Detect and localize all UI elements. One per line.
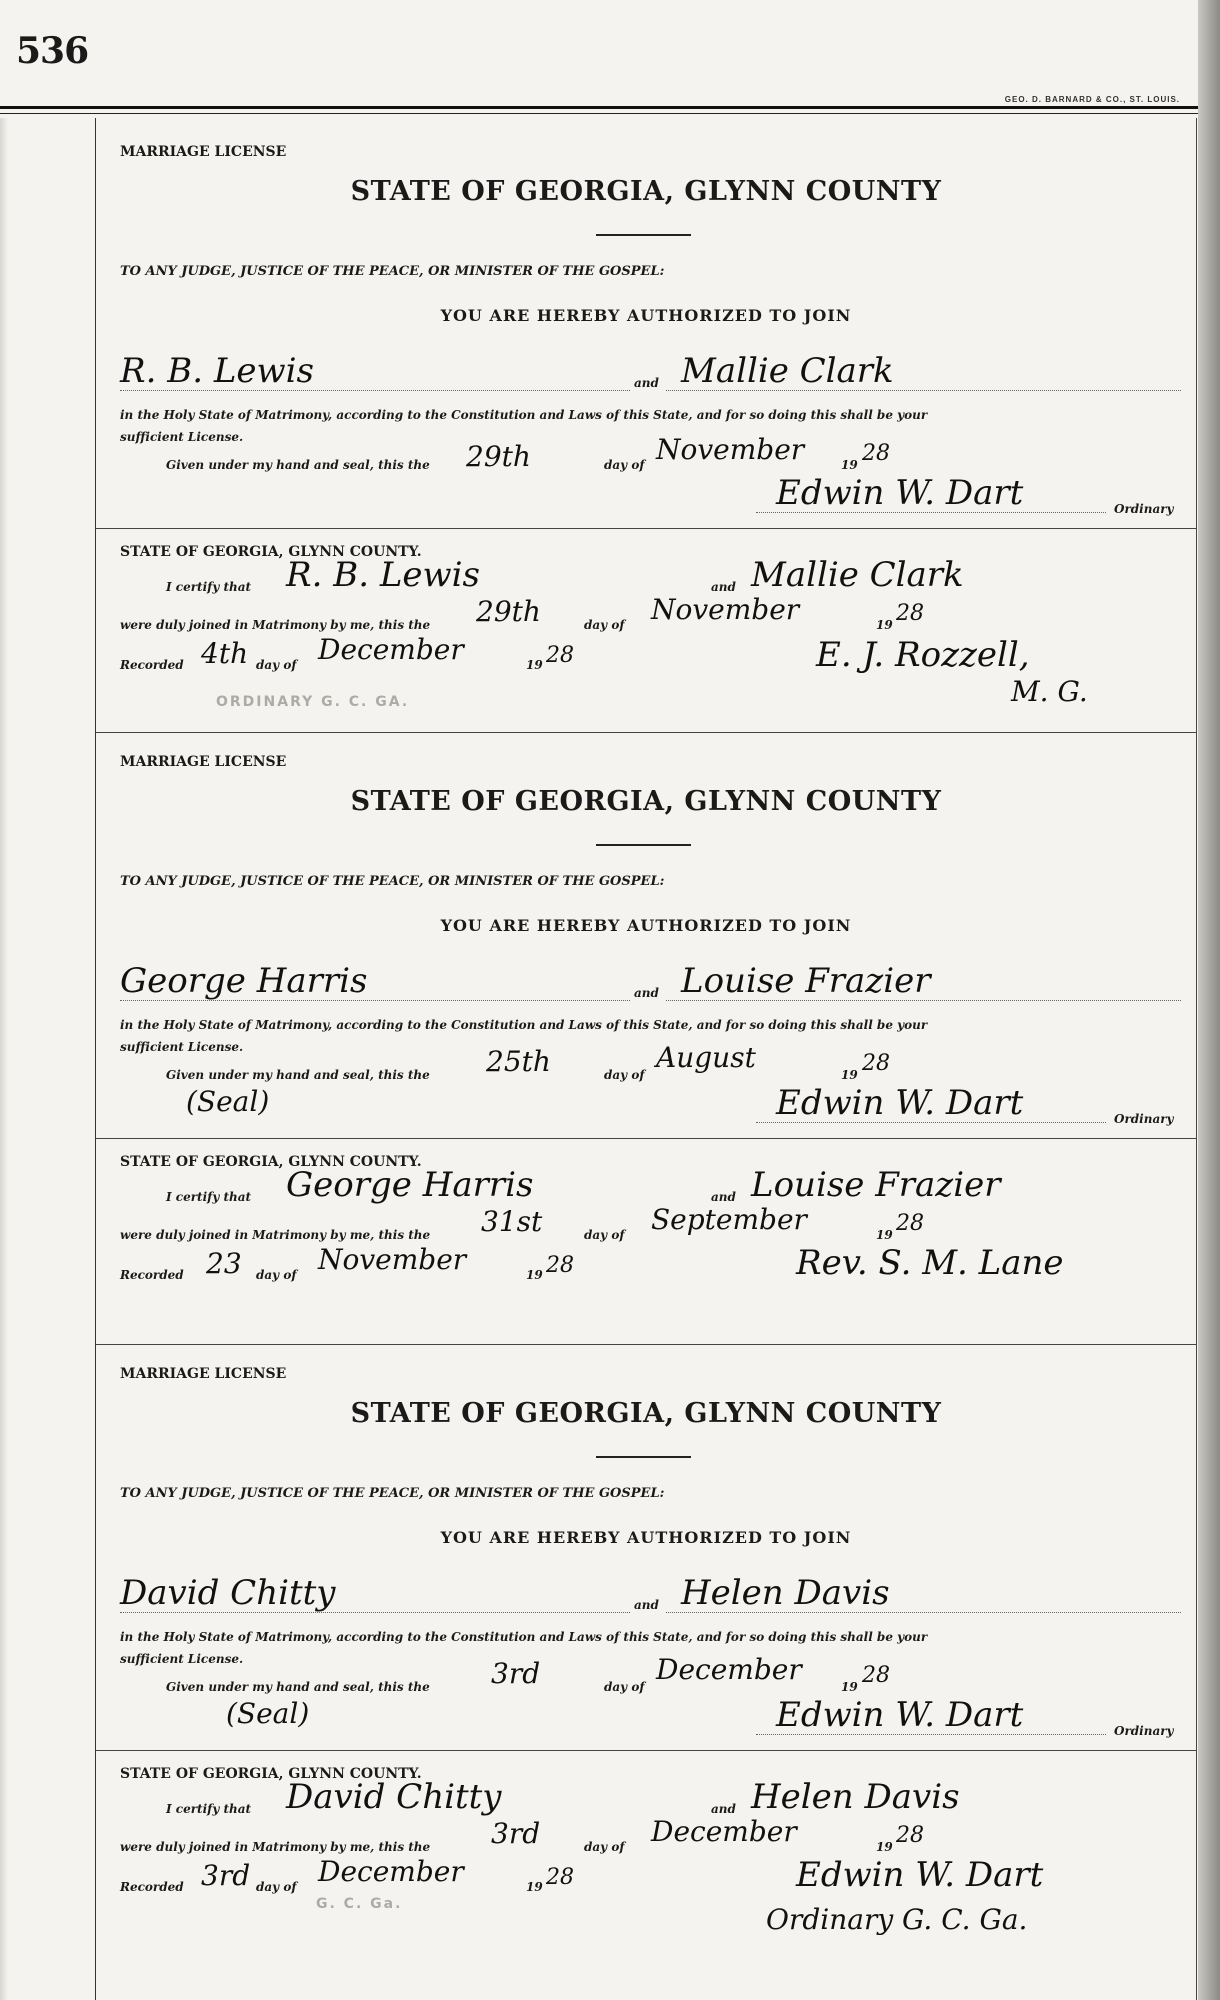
header-rule [0,106,1198,109]
year-prefix: 19 [876,1228,893,1242]
signature-line [756,512,1106,513]
title-rule [596,1456,691,1458]
license-day: 25th [486,1045,551,1078]
recorded-year: 28 [546,643,574,668]
year-prefix: 19 [841,458,858,472]
day-of-label: day of [604,1068,645,1082]
year-prefix: 19 [876,1840,893,1854]
bride-line [666,390,1181,391]
right-margin-line [1196,118,1197,2000]
ordinary-label: Ordinary [1114,1724,1174,1738]
faint-stamp: G. C. Ga. [316,1896,403,1912]
sufficient-text: sufficient License. [120,430,244,444]
bride-name: Louise Frazier [681,961,931,1001]
bride-name: Mallie Clark [681,351,894,391]
license-month: August [656,1041,756,1074]
printer-imprint: GEO. D. BARNARD & CO., ST. LOUIS. [1004,95,1180,104]
given-under-text: Given under my hand and seal, this the [166,1680,430,1694]
sufficient-text: sufficient License. [120,1652,244,1666]
groom-name: R. B. Lewis [120,351,314,391]
year-prefix: 19 [526,658,543,672]
year-prefix: 19 [876,618,893,632]
license-month: December [656,1653,802,1686]
cert-groom: George Harris [286,1165,534,1205]
license-year: 28 [862,441,890,466]
recorded-label: Recorded [120,1880,184,1894]
page-edge-shadow-left [0,118,8,2000]
holy-state-text: in the Holy State of Matrimony, according to the Constitution and Laws of this State, and for so doing this shall be your [120,408,928,422]
i-certify-label: I certify that [166,580,252,594]
married-month: September [651,1203,807,1236]
given-under-text: Given under my hand and seal, this the [166,458,430,472]
officiant-signature: E. J. Rozzell, [816,635,1030,675]
state-title: STATE OF GEORGIA, GLYNN COUNTY [350,176,942,207]
record-3 [96,1340,1196,1980]
duly-joined-text: were duly joined in Matrimony by me, this the [120,1840,431,1854]
title-rule [596,234,691,236]
cert-header: STATE OF GEORGIA, GLYNN COUNTY. [120,544,422,560]
i-certify-label: I certify that [166,1190,252,1204]
state-title: STATE OF GEORGIA, GLYNN COUNTY [350,1398,942,1429]
recorded-label: Recorded [120,1268,184,1282]
marriage-license-label: MARRIAGE LICENSE [120,754,287,770]
address-line: TO ANY JUDGE, JUSTICE OF THE PEACE, OR MINISTER OF THE GOSPEL: [120,264,665,279]
recorded-day: 3rd [201,1859,251,1892]
address-line: TO ANY JUDGE, JUSTICE OF THE PEACE, OR MINISTER OF THE GOSPEL: [120,1486,665,1501]
title-rule [596,844,691,846]
bride-line [666,1612,1181,1613]
married-year: 28 [896,601,924,626]
page-number: 536 [16,30,89,72]
day-of-label: day of [256,1268,297,1282]
and-label: and [711,1190,736,1204]
year-prefix: 19 [526,1268,543,1282]
officiant-signature: Edwin W. Dart [796,1855,1044,1895]
ordinary-signature: Edwin W. Dart [776,1695,1024,1735]
day-of-label: day of [604,1680,645,1694]
recorded-month: November [318,1243,467,1276]
given-under-text: Given under my hand and seal, this the [166,1068,430,1082]
recorded-year: 28 [546,1865,574,1890]
seal-note: (Seal) [226,1697,310,1730]
record-1 [96,118,1196,718]
cert-groom: David Chitty [286,1777,502,1817]
ordinary-label: Ordinary [1114,502,1174,516]
authorized-line: YOU ARE HEREBY AUTHORIZED TO JOIN [440,1528,852,1547]
sufficient-text: sufficient License. [120,1040,244,1054]
day-of-label: day of [584,1228,625,1242]
married-month: November [651,593,800,626]
groom-name: David Chitty [120,1573,336,1613]
state-title: STATE OF GEORGIA, GLYNN COUNTY [350,786,942,817]
year-prefix: 19 [526,1880,543,1894]
license-month: November [656,433,805,466]
authorized-line: YOU ARE HEREBY AUTHORIZED TO JOIN [440,306,852,325]
duly-joined-text: were duly joined in Matrimony by me, this the [120,618,431,632]
cert-header: STATE OF GEORGIA, GLYNN COUNTY. [120,1154,422,1170]
and-label: and [634,986,659,1000]
signature-line [756,1734,1106,1735]
cert-header: STATE OF GEORGIA, GLYNN COUNTY. [120,1766,422,1782]
year-prefix: 19 [841,1680,858,1694]
and-label: and [711,580,736,594]
groom-line [120,390,630,391]
married-year: 28 [896,1823,924,1848]
and-label: and [634,376,659,390]
recorded-day: 4th [201,637,249,670]
and-label: and [711,1802,736,1816]
day-of-label: day of [256,1880,297,1894]
year-prefix: 19 [841,1068,858,1082]
bride-line [666,1000,1181,1001]
marriage-license-label: MARRIAGE LICENSE [120,1366,287,1382]
ordinary-signature: Edwin W. Dart [776,1083,1024,1123]
officiant-signature: Rev. S. M. Lane [796,1243,1064,1283]
bride-name: Helen Davis [681,1573,890,1613]
license-cert-separator [96,1138,1196,1139]
seal-note: (Seal) [186,1085,270,1118]
license-day: 3rd [491,1657,541,1690]
license-year: 28 [862,1051,890,1076]
groom-name: George Harris [120,961,368,1001]
recorded-day: 23 [206,1247,242,1280]
day-of-label: day of [604,458,645,472]
address-line: TO ANY JUDGE, JUSTICE OF THE PEACE, OR MINISTER OF THE GOSPEL: [120,874,665,889]
day-of-label: day of [584,618,625,632]
recorded-label: Recorded [120,658,184,672]
cert-groom: R. B. Lewis [286,555,480,595]
married-day: 29th [476,595,541,628]
cert-bride: Helen Davis [751,1777,960,1817]
officiant-title: Ordinary G. C. Ga. [766,1903,1028,1936]
recorded-year: 28 [546,1253,574,1278]
marriage-license-label: MARRIAGE LICENSE [120,144,287,160]
cert-bride: Louise Frazier [751,1165,1001,1205]
signature-line [756,1122,1106,1123]
license-cert-separator [96,1750,1196,1751]
ordinary-label: Ordinary [1114,1112,1174,1126]
license-cert-separator [96,528,1196,529]
married-year: 28 [896,1211,924,1236]
page-edge-shadow-right [1198,0,1220,2000]
married-day: 3rd [491,1817,541,1850]
groom-line [120,1000,630,1001]
holy-state-text: in the Holy State of Matrimony, according to the Constitution and Laws of this State, and for so doing this shall be your [120,1018,928,1032]
authorized-line: YOU ARE HEREBY AUTHORIZED TO JOIN [440,916,852,935]
officiant-title: M. G. [1011,675,1088,708]
header-rule-thin [0,113,1198,114]
married-month: December [651,1815,797,1848]
and-label: and [634,1598,659,1612]
day-of-label: day of [584,1840,625,1854]
holy-state-text: in the Holy State of Matrimony, according to the Constitution and Laws of this State, and for so doing this shall be your [120,1630,928,1644]
cert-bride: Mallie Clark [751,555,964,595]
day-of-label: day of [256,658,297,672]
i-certify-label: I certify that [166,1802,252,1816]
groom-line [120,1612,630,1613]
ordinary-signature: Edwin W. Dart [776,473,1024,513]
license-day: 29th [466,440,531,473]
license-year: 28 [862,1663,890,1688]
recorded-month: December [318,633,464,666]
faint-stamp: ORDINARY G. C. GA. [216,694,410,710]
record-2 [96,728,1196,1328]
recorded-month: December [318,1855,464,1888]
duly-joined-text: were duly joined in Matrimony by me, this the [120,1228,431,1242]
married-day: 31st [481,1205,543,1238]
